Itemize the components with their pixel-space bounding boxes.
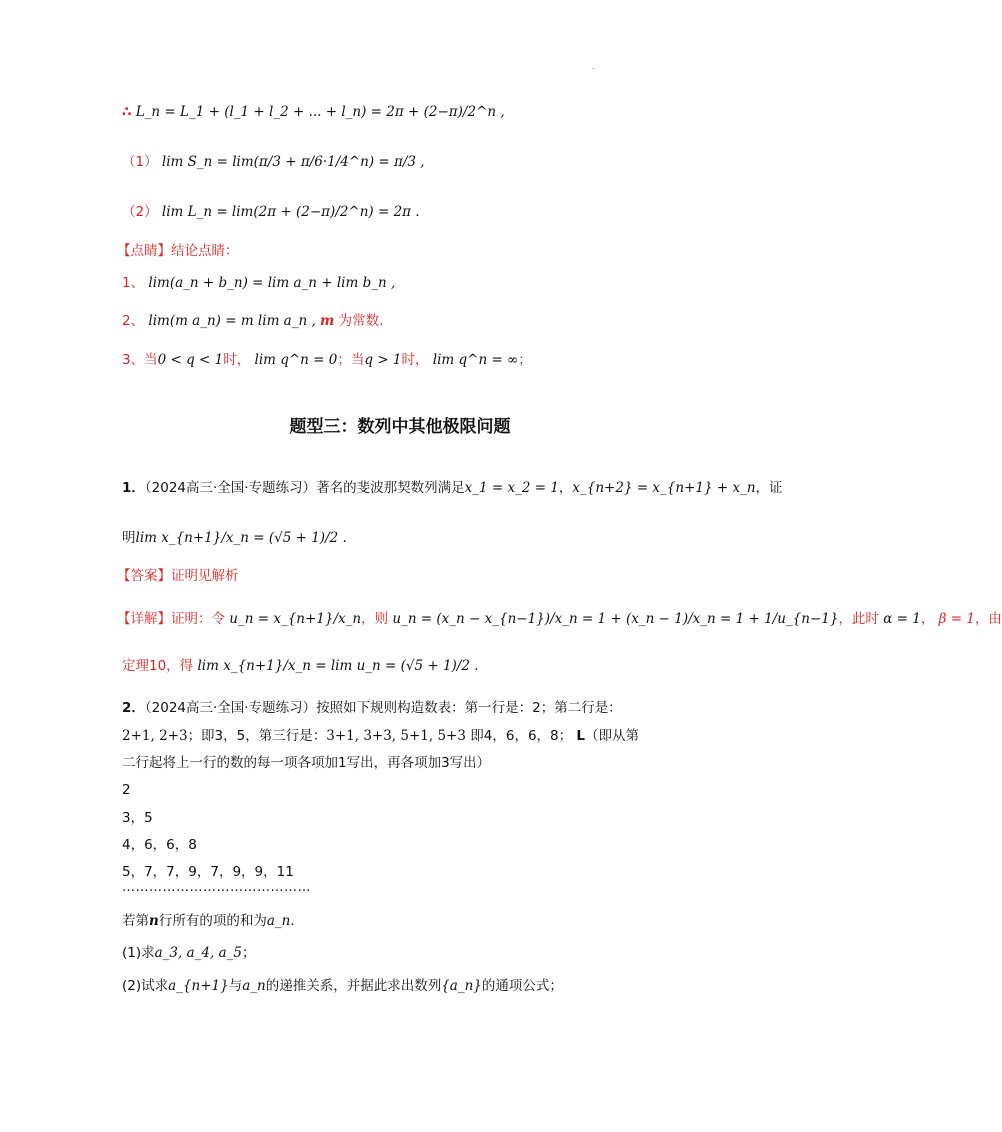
formula-L: L_n = L_1 + (l_1 + l_2 + ... + l_n) = 2π + (2−π)/2^n ,	[135, 104, 505, 120]
rule3-when-1: 当	[144, 352, 158, 368]
rule3-end: ；	[518, 352, 532, 368]
q2-line-2	[122, 726, 639, 746]
table-row-2: 3，5	[122, 810, 153, 826]
rule1-label: 1、	[122, 275, 145, 291]
detail-text-5: 定理10，得	[122, 658, 194, 674]
q1-comma: ，	[558, 480, 573, 496]
table-row-1: 2	[122, 782, 131, 798]
answer-line	[117, 566, 239, 586]
table-row-4: 5，7，7，9，7，9，9，11	[122, 864, 294, 880]
detail-formula-1: u_n = x_{n+1}/x_n	[229, 611, 362, 627]
q2-part-1	[122, 943, 255, 963]
section-title: 题型三：数列中其他极限问题	[289, 417, 511, 437]
tip-rule-2	[122, 311, 383, 331]
detail-text-3: ，此时	[838, 611, 879, 627]
rule3-time-2: 时，	[401, 352, 429, 368]
answer-text: 证明见解析	[171, 568, 239, 584]
rule2-label: 2、	[122, 313, 145, 329]
q1-goal-formula: lim x_{n+1}/x_n = (√5 + 1)/2 .	[135, 530, 347, 546]
q1-line-2	[122, 528, 347, 548]
q2-s1-an: a_n	[266, 913, 291, 929]
q1-cond-2: x_{n+2} = x_{n+1} + x_n	[572, 480, 756, 496]
rule3-label: 3、	[122, 352, 145, 368]
continuation-dots: ……………………………………	[122, 880, 311, 895]
q2-number: 2．	[122, 700, 145, 716]
summary-line-L	[122, 102, 505, 122]
q2-text-2: ；即3，5，第三行是：	[187, 728, 327, 744]
q2-p1-math: a_3, a_4, a_5	[154, 945, 242, 961]
q2-text-4: （即从第	[585, 728, 640, 744]
q1-line-1	[122, 478, 783, 498]
q2-p2-t1: 与	[228, 978, 243, 994]
detail-line-2	[122, 656, 479, 676]
rule3-formula-1: lim q^n = 0	[254, 352, 338, 368]
detail-alpha: α = 1	[883, 611, 921, 627]
item2-label: （2）	[122, 204, 158, 220]
q2-p2-label: (2)试求	[122, 978, 169, 994]
rule2-var: m	[320, 313, 335, 329]
q1-text-end: ，证	[755, 480, 783, 496]
formula-S-limit: lim S_n = lim(π/3 + π/6·1/4^n) = π/3 ,	[161, 154, 425, 170]
tip-heading: 【点睛】结论点睛：	[117, 243, 239, 259]
rule3-time-1: 时，	[223, 352, 251, 368]
q2-line-1	[122, 698, 622, 718]
rule2-formula: lim(m a_n) = m lim a_n ,	[148, 313, 316, 329]
q2-math-2: 3+1, 3+3, 5+1, 5+3	[326, 728, 466, 744]
q2-p2-m3: {a_n}	[441, 978, 482, 994]
q2-s1-n: n	[149, 913, 159, 929]
rule1-formula: lim(a_n + b_n) = lim a_n + lim b_n ,	[148, 275, 396, 291]
detail-formula-2: u_n = (x_n − x_{n−1})/x_n = 1 + (x_n − 1)/x_n = 1 + 1/u_{n−1}	[392, 611, 839, 627]
corner-mark: .	[592, 62, 595, 71]
rule3-cond-1: 0 < q < 1	[157, 352, 224, 368]
q1-text-1: 著名的斐波那契数列满足	[316, 480, 465, 496]
detail-label: 【详解】	[117, 611, 171, 627]
q2-s1-c: ．	[290, 913, 304, 929]
table-row-3: 4，6，6，8	[122, 837, 197, 853]
q2-text-3: 即4，6，6，8；	[465, 728, 573, 744]
detail-text-4: ，由	[974, 611, 1002, 627]
q1-cond-1: x_1 = x_2 = 1	[464, 480, 559, 496]
q2-math-1: 2+1, 2+3	[122, 728, 188, 744]
q2-p1-label: (1)求	[122, 945, 155, 961]
q2-p2-m2: a_n	[242, 978, 266, 994]
detail-text-1: 证明：令	[171, 611, 225, 627]
detail-beta: β = 1	[938, 611, 975, 627]
summary-item-1	[122, 152, 425, 172]
q2-source: （2024高三·全国·专题练习）	[144, 700, 317, 716]
detail-formula-3: lim x_{n+1}/x_n = lim u_n = (√5 + 1)/2 .	[197, 658, 479, 674]
q2-s1-a: 若第	[122, 913, 149, 929]
q1-number: 1．	[122, 480, 145, 496]
summary-item-2	[122, 202, 420, 222]
therefore-symbol: ∴	[122, 104, 132, 120]
q2-p2-m1: a_{n+1}	[168, 978, 229, 994]
q2-statement	[122, 911, 304, 931]
q1-source: （2024高三·全国·专题练习）	[144, 480, 317, 496]
tip-rule-1	[122, 273, 395, 293]
detail-line-1	[117, 609, 1002, 629]
detail-text-2: ，则	[361, 611, 389, 627]
rule3-cond-2: q > 1	[364, 352, 402, 368]
q1-text-2: 明	[122, 530, 136, 546]
rule2-text: 为常数.	[338, 313, 384, 329]
item1-label: （1）	[122, 154, 158, 170]
formula-L-limit: lim L_n = lim(2π + (2−π)/2^n) = 2π .	[161, 204, 420, 220]
q2-L: L	[576, 728, 586, 744]
q2-line-3: 二行起将上一行的数的每一项各项加1写出，再各项加3写出）	[122, 755, 491, 771]
q2-text-1: 按照如下规则构造数表：第一行是：2；第二行是：	[316, 700, 622, 716]
tip-rule-3	[122, 350, 532, 370]
q2-p2-t2: 的递推关系，并据此求出数列	[265, 978, 442, 994]
rule3-when-2: ；当	[337, 352, 365, 368]
q2-part-2	[122, 976, 563, 996]
detail-sep: ，	[920, 611, 935, 627]
q2-p1-end: ；	[241, 945, 256, 961]
answer-label: 【答案】	[117, 568, 171, 584]
q2-s1-b: 行所有的项的和为	[158, 913, 267, 929]
q2-p2-t3: 的通项公式；	[481, 978, 563, 994]
rule3-formula-2: lim q^n = ∞	[432, 352, 519, 368]
